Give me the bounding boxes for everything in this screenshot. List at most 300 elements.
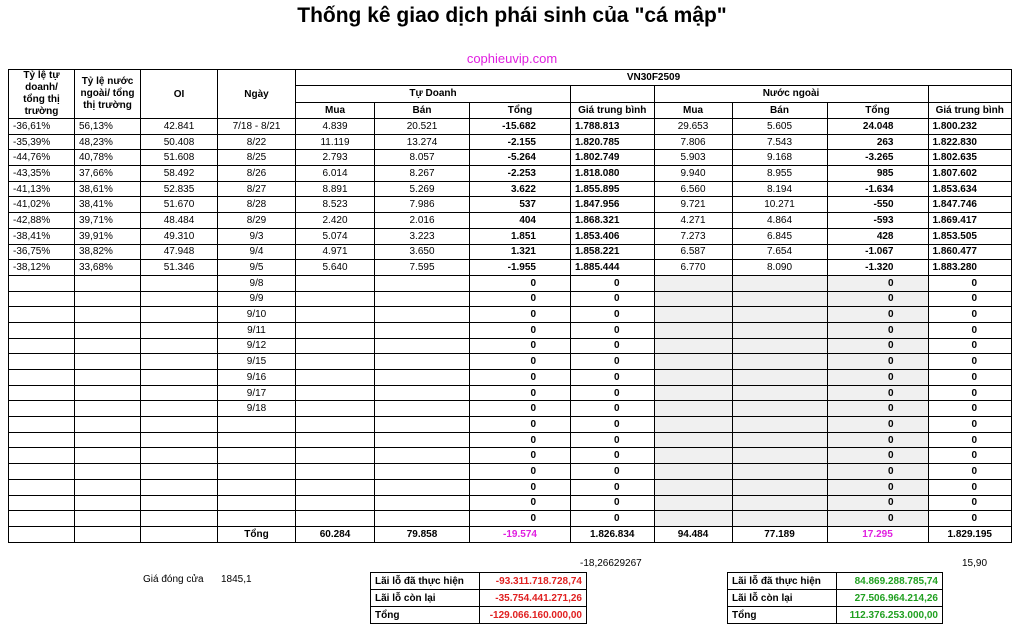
cell-nn-gia: 0 — [928, 370, 1012, 386]
pl-nn-realized-value: 84.869.288.785,74 — [837, 573, 943, 590]
cell-nn-mua: 9.940 — [654, 166, 732, 182]
cell-td-mua — [296, 495, 375, 511]
cell-ty-le-td — [9, 275, 75, 291]
cell-td-ban: 3.223 — [375, 228, 470, 244]
cell-ty-le-nn — [75, 417, 141, 433]
cell-nn-tong: 0 — [827, 275, 928, 291]
cell-td-ban — [375, 354, 470, 370]
cell-td-ban — [375, 511, 470, 527]
cell-ty-le-nn — [75, 275, 141, 291]
cell-td-gia: 0 — [571, 354, 655, 370]
cell-nn-ban: 7.654 — [732, 244, 827, 260]
cell-ngay: 9/4 — [218, 244, 296, 260]
cell-td-gia: 0 — [571, 291, 655, 307]
table-row — [9, 322, 1012, 338]
total-nn-gia: 1.829.195 — [928, 526, 1012, 542]
cell-nn-ban — [732, 448, 827, 464]
cell-nn-gia: 1.807.602 — [928, 166, 1012, 182]
cell-oi — [141, 511, 218, 527]
cell-nn-tong: 0 — [827, 479, 928, 495]
cell-ty-le-td — [9, 338, 75, 354]
table-row — [9, 307, 1012, 323]
cell-nn-mua: 7.273 — [654, 228, 732, 244]
cell-td-gia: 0 — [571, 479, 655, 495]
total-cell-empty — [75, 526, 141, 542]
cell-ty-le-nn — [75, 495, 141, 511]
cell-nn-gia: 0 — [928, 338, 1012, 354]
cell-td-gia: 0 — [571, 448, 655, 464]
header-td-gia: Giá trung bình — [571, 102, 655, 118]
cell-td-mua: 4.839 — [296, 119, 375, 135]
cell-nn-tong: -1.320 — [827, 260, 928, 276]
cell-nn-mua: 29.653 — [654, 119, 732, 135]
cell-ngay: 9/3 — [218, 228, 296, 244]
cell-td-tong: 0 — [470, 275, 571, 291]
cell-oi — [141, 354, 218, 370]
cell-nn-gia: 0 — [928, 322, 1012, 338]
cell-oi: 49.310 — [141, 228, 218, 244]
cell-ngay: 9/15 — [218, 354, 296, 370]
cell-oi: 47.948 — [141, 244, 218, 260]
cell-ngay: 8/25 — [218, 150, 296, 166]
cell-td-mua — [296, 275, 375, 291]
cell-nn-mua — [654, 479, 732, 495]
cell-td-gia: 0 — [571, 432, 655, 448]
pl-td-open-value: -35.754.441.271,26 — [480, 590, 587, 607]
nn-average-note: 15,90 — [962, 558, 988, 569]
cell-ngay: 8/28 — [218, 197, 296, 213]
cell-td-tong: 0 — [470, 448, 571, 464]
cell-td-tong: 0 — [470, 322, 571, 338]
table-row — [9, 181, 1012, 197]
table-body — [9, 119, 1012, 527]
cell-oi — [141, 432, 218, 448]
cell-oi: 58.492 — [141, 166, 218, 182]
cell-td-mua: 4.971 — [296, 244, 375, 260]
cell-td-ban: 3.650 — [375, 244, 470, 260]
table-row — [9, 511, 1012, 527]
cell-td-mua: 11.119 — [296, 134, 375, 150]
cell-nn-gia: 0 — [928, 495, 1012, 511]
cell-nn-gia: 0 — [928, 385, 1012, 401]
cell-td-gia: 0 — [571, 464, 655, 480]
cell-ty-le-td — [9, 354, 75, 370]
cell-ty-le-nn: 40,78% — [75, 150, 141, 166]
cell-ngay: 8/29 — [218, 213, 296, 229]
cell-nn-tong: -1.067 — [827, 244, 928, 260]
cell-td-gia: 1.788.813 — [571, 119, 655, 135]
cell-nn-tong: 0 — [827, 464, 928, 480]
cell-td-ban — [375, 385, 470, 401]
cell-ngay — [218, 464, 296, 480]
cell-td-ban — [375, 432, 470, 448]
table-row — [9, 291, 1012, 307]
cell-td-mua: 5.074 — [296, 228, 375, 244]
cell-nn-gia: 1.800.232 — [928, 119, 1012, 135]
cell-td-mua — [296, 432, 375, 448]
cell-nn-gia: 0 — [928, 307, 1012, 323]
cell-nn-ban — [732, 511, 827, 527]
cell-ty-le-td — [9, 464, 75, 480]
cell-td-tong: -2.155 — [470, 134, 571, 150]
cell-td-gia: 0 — [571, 370, 655, 386]
cell-td-mua — [296, 354, 375, 370]
td-average-note: -18,26629267 — [580, 558, 642, 569]
header-contract: VN30F2509 — [296, 70, 1012, 86]
cell-nn-tong: 0 — [827, 354, 928, 370]
cell-td-tong: 0 — [470, 401, 571, 417]
cell-oi — [141, 448, 218, 464]
header-nn-mua: Mua — [654, 102, 732, 118]
header-ngay: Ngày — [218, 70, 296, 119]
table-row — [9, 228, 1012, 244]
table-row — [9, 495, 1012, 511]
cell-ngay — [218, 511, 296, 527]
cell-nn-tong: 0 — [827, 338, 928, 354]
page-title: Thống kê giao dịch phái sinh của "cá mập" — [297, 4, 727, 27]
cell-ty-le-nn: 39,71% — [75, 213, 141, 229]
cell-nn-mua — [654, 432, 732, 448]
cell-nn-tong: 0 — [827, 511, 928, 527]
cell-nn-gia: 0 — [928, 401, 1012, 417]
total-nn-tong: 17.295 — [827, 526, 928, 542]
cell-nn-mua: 5.903 — [654, 150, 732, 166]
cell-oi — [141, 338, 218, 354]
cell-td-ban: 8.267 — [375, 166, 470, 182]
cell-nn-ban: 8.955 — [732, 166, 827, 182]
cell-ty-le-td — [9, 448, 75, 464]
table-row — [9, 197, 1012, 213]
cell-nn-tong: 0 — [827, 322, 928, 338]
cell-nn-tong: 0 — [827, 307, 928, 323]
cell-oi — [141, 275, 218, 291]
cell-td-gia: 0 — [571, 401, 655, 417]
cell-ty-le-nn — [75, 307, 141, 323]
cell-td-gia: 0 — [571, 511, 655, 527]
cell-oi — [141, 417, 218, 433]
pl-nn-open-value: 27.506.964.214,26 — [837, 590, 943, 607]
header-nn-tong: Tổng — [827, 102, 928, 118]
cell-nn-ban: 7.543 — [732, 134, 827, 150]
cell-ty-le-td — [9, 385, 75, 401]
cell-ty-le-nn: 39,91% — [75, 228, 141, 244]
pl-td-open-label: Lãi lỗ còn lại — [371, 590, 480, 607]
cell-nn-ban — [732, 479, 827, 495]
cell-nn-mua — [654, 417, 732, 433]
cell-nn-ban — [732, 401, 827, 417]
cell-nn-mua: 4.271 — [654, 213, 732, 229]
header-td-mua: Mua — [296, 102, 375, 118]
cell-td-gia: 1.802.749 — [571, 150, 655, 166]
pl-nn-total-value: 112.376.253.000,00 — [837, 607, 943, 624]
header-nuoc-ngoai: Nước ngoài — [654, 86, 928, 102]
cell-oi: 50.408 — [141, 134, 218, 150]
cell-ty-le-td: -44,76% — [9, 150, 75, 166]
cell-nn-mua — [654, 370, 732, 386]
close-price-label: Giá đóng cửa — [143, 574, 204, 585]
cell-td-ban — [375, 322, 470, 338]
header-oi: OI — [141, 70, 218, 119]
cell-td-mua — [296, 291, 375, 307]
cell-td-tong: 1.321 — [470, 244, 571, 260]
cell-oi: 52.835 — [141, 181, 218, 197]
header-ty-le-tu-doanh: Tỷ lệ tự doanh/ tổng thị trường — [9, 70, 75, 119]
cell-oi — [141, 370, 218, 386]
cell-nn-gia: 0 — [928, 448, 1012, 464]
pl-td-total-value: -129.066.160.000,00 — [480, 607, 587, 624]
cell-ngay: 9/5 — [218, 260, 296, 276]
cell-td-mua: 2.420 — [296, 213, 375, 229]
cell-oi — [141, 495, 218, 511]
cell-td-mua — [296, 338, 375, 354]
cell-nn-tong: 0 — [827, 448, 928, 464]
header-nn-gia: Giá trung bình — [928, 102, 1012, 118]
table-row — [9, 479, 1012, 495]
cell-nn-gia: 1.883.280 — [928, 260, 1012, 276]
table-row — [9, 275, 1012, 291]
cell-td-ban — [375, 479, 470, 495]
cell-td-gia: 1.868.321 — [571, 213, 655, 229]
cell-nn-ban — [732, 417, 827, 433]
cell-ty-le-td — [9, 401, 75, 417]
cell-td-tong: 3.622 — [470, 181, 571, 197]
cell-oi — [141, 307, 218, 323]
cell-nn-ban: 6.845 — [732, 228, 827, 244]
header-empty-2 — [928, 86, 1012, 102]
cell-td-ban — [375, 464, 470, 480]
pl-nuoc-ngoai — [727, 572, 943, 624]
cell-nn-ban — [732, 291, 827, 307]
cell-nn-gia: 1.847.746 — [928, 197, 1012, 213]
cell-oi — [141, 385, 218, 401]
cell-td-gia: 0 — [571, 307, 655, 323]
cell-ty-le-nn: 37,66% — [75, 166, 141, 182]
cell-ngay — [218, 479, 296, 495]
cell-nn-tong: 0 — [827, 495, 928, 511]
cell-td-gia: 1.847.956 — [571, 197, 655, 213]
cell-td-tong: -2.253 — [470, 166, 571, 182]
cell-ngay: 9/9 — [218, 291, 296, 307]
cell-nn-tong: 0 — [827, 417, 928, 433]
total-td-gia: 1.826.834 — [571, 526, 655, 542]
cell-nn-tong: -550 — [827, 197, 928, 213]
header-nn-ban: Bán — [732, 102, 827, 118]
table-row — [9, 448, 1012, 464]
cell-nn-tong: 0 — [827, 401, 928, 417]
pl-td-realized-value: -93.311.718.728,74 — [480, 573, 587, 590]
cell-td-gia: 0 — [571, 417, 655, 433]
table-row — [9, 150, 1012, 166]
cell-nn-mua — [654, 291, 732, 307]
cell-nn-ban — [732, 432, 827, 448]
cell-nn-mua: 9.721 — [654, 197, 732, 213]
cell-ngay: 8/27 — [218, 181, 296, 197]
cell-td-tong: 0 — [470, 511, 571, 527]
cell-ty-le-td: -38,12% — [9, 260, 75, 276]
total-label: Tổng — [218, 526, 296, 542]
cell-ty-le-td — [9, 307, 75, 323]
cell-ngay: 9/11 — [218, 322, 296, 338]
cell-td-ban: 20.521 — [375, 119, 470, 135]
cell-ty-le-td: -36,61% — [9, 119, 75, 135]
cell-oi — [141, 322, 218, 338]
cell-td-mua: 8.523 — [296, 197, 375, 213]
cell-ty-le-nn: 33,68% — [75, 260, 141, 276]
cell-nn-gia: 1.822.830 — [928, 134, 1012, 150]
cell-nn-mua — [654, 495, 732, 511]
cell-nn-gia: 1.869.417 — [928, 213, 1012, 229]
cell-nn-gia: 0 — [928, 417, 1012, 433]
cell-td-mua — [296, 448, 375, 464]
cell-td-mua — [296, 479, 375, 495]
cell-oi — [141, 464, 218, 480]
cell-ngay: 9/18 — [218, 401, 296, 417]
cell-nn-mua: 6.560 — [654, 181, 732, 197]
cell-nn-mua — [654, 464, 732, 480]
cell-td-tong: 0 — [470, 354, 571, 370]
cell-td-gia: 0 — [571, 495, 655, 511]
cell-nn-tong: 0 — [827, 291, 928, 307]
cell-oi: 51.346 — [141, 260, 218, 276]
cell-td-tong: -15.682 — [470, 119, 571, 135]
cell-td-tong: 0 — [470, 338, 571, 354]
pl-nn-total-label: Tổng — [728, 607, 837, 624]
cell-td-ban — [375, 338, 470, 354]
cell-ty-le-td — [9, 370, 75, 386]
cell-nn-gia: 1.853.634 — [928, 181, 1012, 197]
total-cell-empty — [141, 526, 218, 542]
cell-td-mua — [296, 464, 375, 480]
cell-nn-mua — [654, 275, 732, 291]
cell-nn-tong: 263 — [827, 134, 928, 150]
cell-ngay: 8/22 — [218, 134, 296, 150]
cell-ngay: 7/18 - 8/21 — [218, 119, 296, 135]
cell-nn-ban — [732, 495, 827, 511]
cell-td-gia: 0 — [571, 385, 655, 401]
cell-ty-le-nn: 38,82% — [75, 244, 141, 260]
cell-td-mua: 8.891 — [296, 181, 375, 197]
cell-ty-le-nn — [75, 385, 141, 401]
cell-ty-le-nn — [75, 448, 141, 464]
table-row — [9, 401, 1012, 417]
cell-td-gia: 1.885.444 — [571, 260, 655, 276]
cell-ty-le-nn — [75, 322, 141, 338]
cell-ngay: 9/17 — [218, 385, 296, 401]
cell-ty-le-td: -42,88% — [9, 213, 75, 229]
cell-nn-mua — [654, 511, 732, 527]
cell-ty-le-nn — [75, 511, 141, 527]
cell-ty-le-nn — [75, 354, 141, 370]
cell-td-tong: 0 — [470, 479, 571, 495]
cell-td-tong: 0 — [470, 370, 571, 386]
cell-nn-gia: 1.853.505 — [928, 228, 1012, 244]
cell-nn-mua: 6.770 — [654, 260, 732, 276]
cell-ty-le-td — [9, 322, 75, 338]
cell-ty-le-td: -41,02% — [9, 197, 75, 213]
cell-td-ban: 13.274 — [375, 134, 470, 150]
cell-nn-ban — [732, 307, 827, 323]
cell-td-tong: 1.851 — [470, 228, 571, 244]
cell-ty-le-td: -41,13% — [9, 181, 75, 197]
table-row — [9, 213, 1012, 229]
cell-td-mua — [296, 385, 375, 401]
cell-td-tong: 0 — [470, 432, 571, 448]
cell-td-tong: 404 — [470, 213, 571, 229]
cell-td-mua — [296, 307, 375, 323]
cell-td-gia: 0 — [571, 322, 655, 338]
stats-table — [8, 69, 1012, 543]
cell-td-ban: 7.986 — [375, 197, 470, 213]
cell-td-mua — [296, 511, 375, 527]
total-td-ban: 79.858 — [375, 526, 470, 542]
cell-nn-ban — [732, 385, 827, 401]
pl-nn-realized-label: Lãi lỗ đã thực hiện — [728, 573, 837, 590]
cell-ty-le-td — [9, 511, 75, 527]
cell-td-mua: 6.014 — [296, 166, 375, 182]
cell-ngay — [218, 495, 296, 511]
cell-td-mua: 2.793 — [296, 150, 375, 166]
header-tu-doanh: Tự Doanh — [296, 86, 571, 102]
cell-nn-gia: 0 — [928, 275, 1012, 291]
cell-nn-tong: -3.265 — [827, 150, 928, 166]
cell-td-tong: 0 — [470, 385, 571, 401]
cell-nn-ban — [732, 464, 827, 480]
table-row — [9, 119, 1012, 135]
pl-tu-doanh — [370, 572, 587, 624]
cell-ty-le-td — [9, 432, 75, 448]
cell-ty-le-nn — [75, 291, 141, 307]
cell-nn-tong: 985 — [827, 166, 928, 182]
cell-ty-le-td — [9, 291, 75, 307]
cell-nn-tong: -1.634 — [827, 181, 928, 197]
cell-ty-le-nn — [75, 464, 141, 480]
cell-nn-gia: 0 — [928, 511, 1012, 527]
cell-ngay: 9/12 — [218, 338, 296, 354]
cell-td-tong: 537 — [470, 197, 571, 213]
cell-nn-ban: 4.864 — [732, 213, 827, 229]
cell-ngay — [218, 448, 296, 464]
cell-ty-le-nn — [75, 338, 141, 354]
cell-td-mua: 5.640 — [296, 260, 375, 276]
cell-td-tong: 0 — [470, 307, 571, 323]
table-row — [9, 166, 1012, 182]
cell-nn-mua — [654, 322, 732, 338]
cell-td-gia: 0 — [571, 338, 655, 354]
cell-nn-tong: 0 — [827, 370, 928, 386]
cell-td-ban: 7.595 — [375, 260, 470, 276]
table-row — [9, 464, 1012, 480]
cell-td-tong: 0 — [470, 417, 571, 433]
cell-td-ban — [375, 307, 470, 323]
cell-ty-le-nn — [75, 432, 141, 448]
cell-nn-ban — [732, 370, 827, 386]
cell-ngay — [218, 417, 296, 433]
cell-ngay: 9/10 — [218, 307, 296, 323]
cell-td-ban — [375, 448, 470, 464]
cell-nn-gia: 1.860.477 — [928, 244, 1012, 260]
cell-nn-mua: 7.806 — [654, 134, 732, 150]
cell-oi: 51.608 — [141, 150, 218, 166]
cell-td-ban — [375, 275, 470, 291]
cell-td-gia: 1.853.406 — [571, 228, 655, 244]
cell-ngay: 9/16 — [218, 370, 296, 386]
cell-nn-mua — [654, 385, 732, 401]
cell-td-ban — [375, 370, 470, 386]
cell-nn-ban — [732, 322, 827, 338]
cell-nn-gia: 0 — [928, 464, 1012, 480]
site-link[interactable]: cophieuvip.com — [466, 51, 558, 66]
cell-td-mua — [296, 401, 375, 417]
